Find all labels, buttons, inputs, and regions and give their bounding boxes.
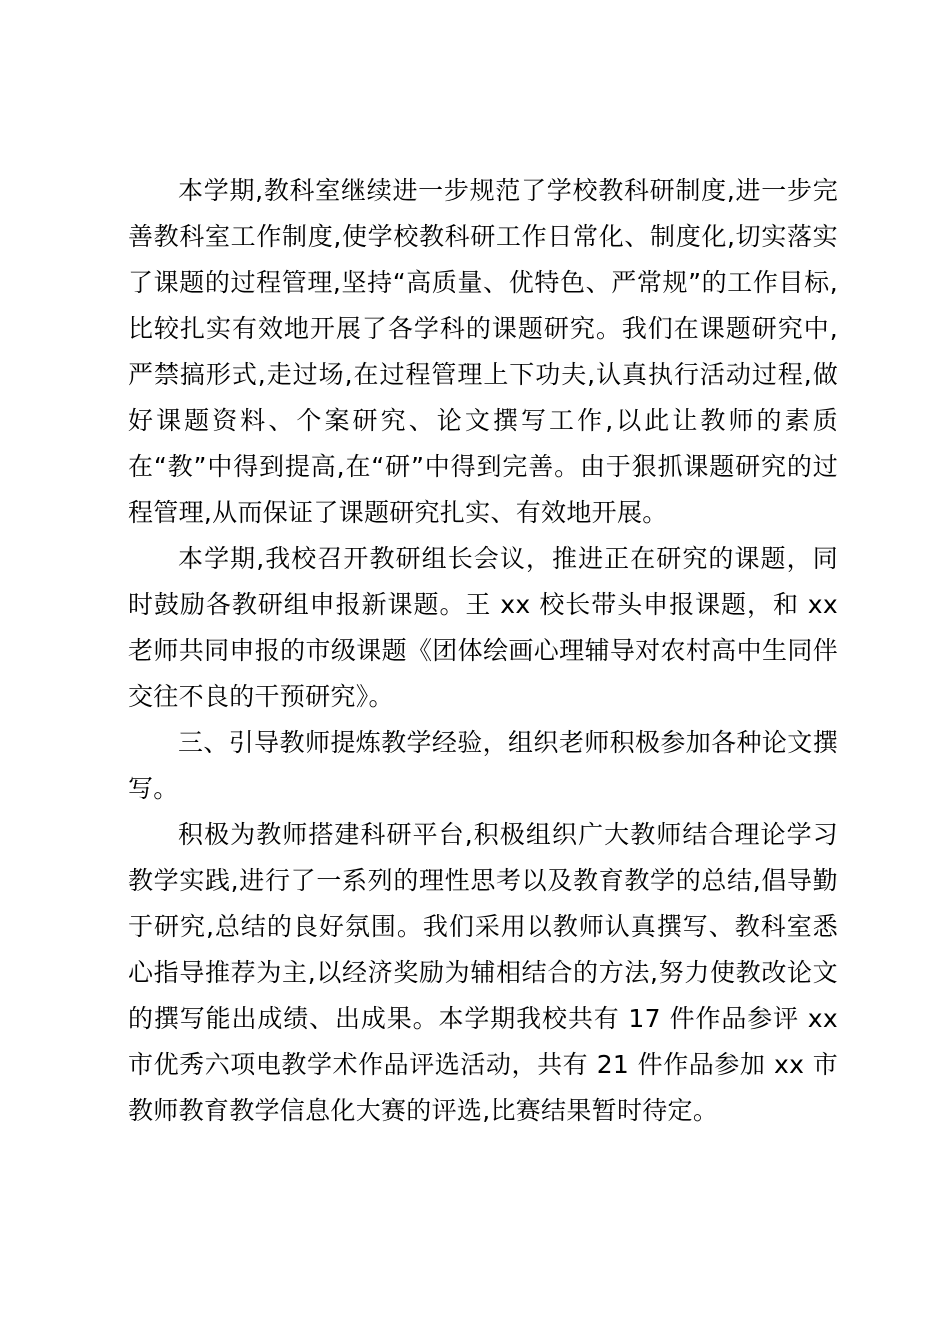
paragraph-new-projects: 本学期,我校召开教研组长会议，推进正在研究的课题，同时鼓励各教研组申报新课题。王 xx 校长带头申报课题，和 xx 老师共同申报的市级课题《团体绘画心理辅导对农村高中生同伴交往不良的干预研究》。 [128, 544, 838, 711]
paragraph-paper-writing: 积极为教师搭建科研平台,积极组织广大教师结合理论学习教学实践,进行了一系列的理性思考以及教育教学的总结,倡导勤于研究,总结的良好氛围。我们采用以教师认真撰写、教科室悉心指导推荐为主,以经济奖励为辅相结合的方法,努力使教改论文的撰写能出成绩、出成果。本学期我校共有 17 件作品参评 xx 市优秀六项电教学术作品评选活动，共有 21 件作品参加 xx 市教师教育教学信息化大赛的评选,比赛结果暂时待定。 [128, 820, 838, 1125]
paragraph-research-management: 本学期,教科室继续进一步规范了学校教科研制度,进一步完善教科室工作制度,使学校教科研工作日常化、制度化,切实落实了课题的过程管理,坚持“高质量、优特色、严常规”的工作目标,比较扎实有效地开展了各学科的课题研究。我们在课题研究中,严禁搞形式,走过场,在过程管理上下功夫,认真执行活动过程,做好课题资料、个案研究、论文撰写工作,以此让教师的素质在“教”中得到提高,在“研”中得到完善。由于狠抓课题研究的过程管理,从而保证了课题研究扎实、有效地开展。 [128, 176, 838, 527]
document-body [128, 168, 838, 1134]
section-heading-three: 三、引导教师提炼教学经验，组织老师积极参加各种论文撰写。 [128, 728, 838, 803]
